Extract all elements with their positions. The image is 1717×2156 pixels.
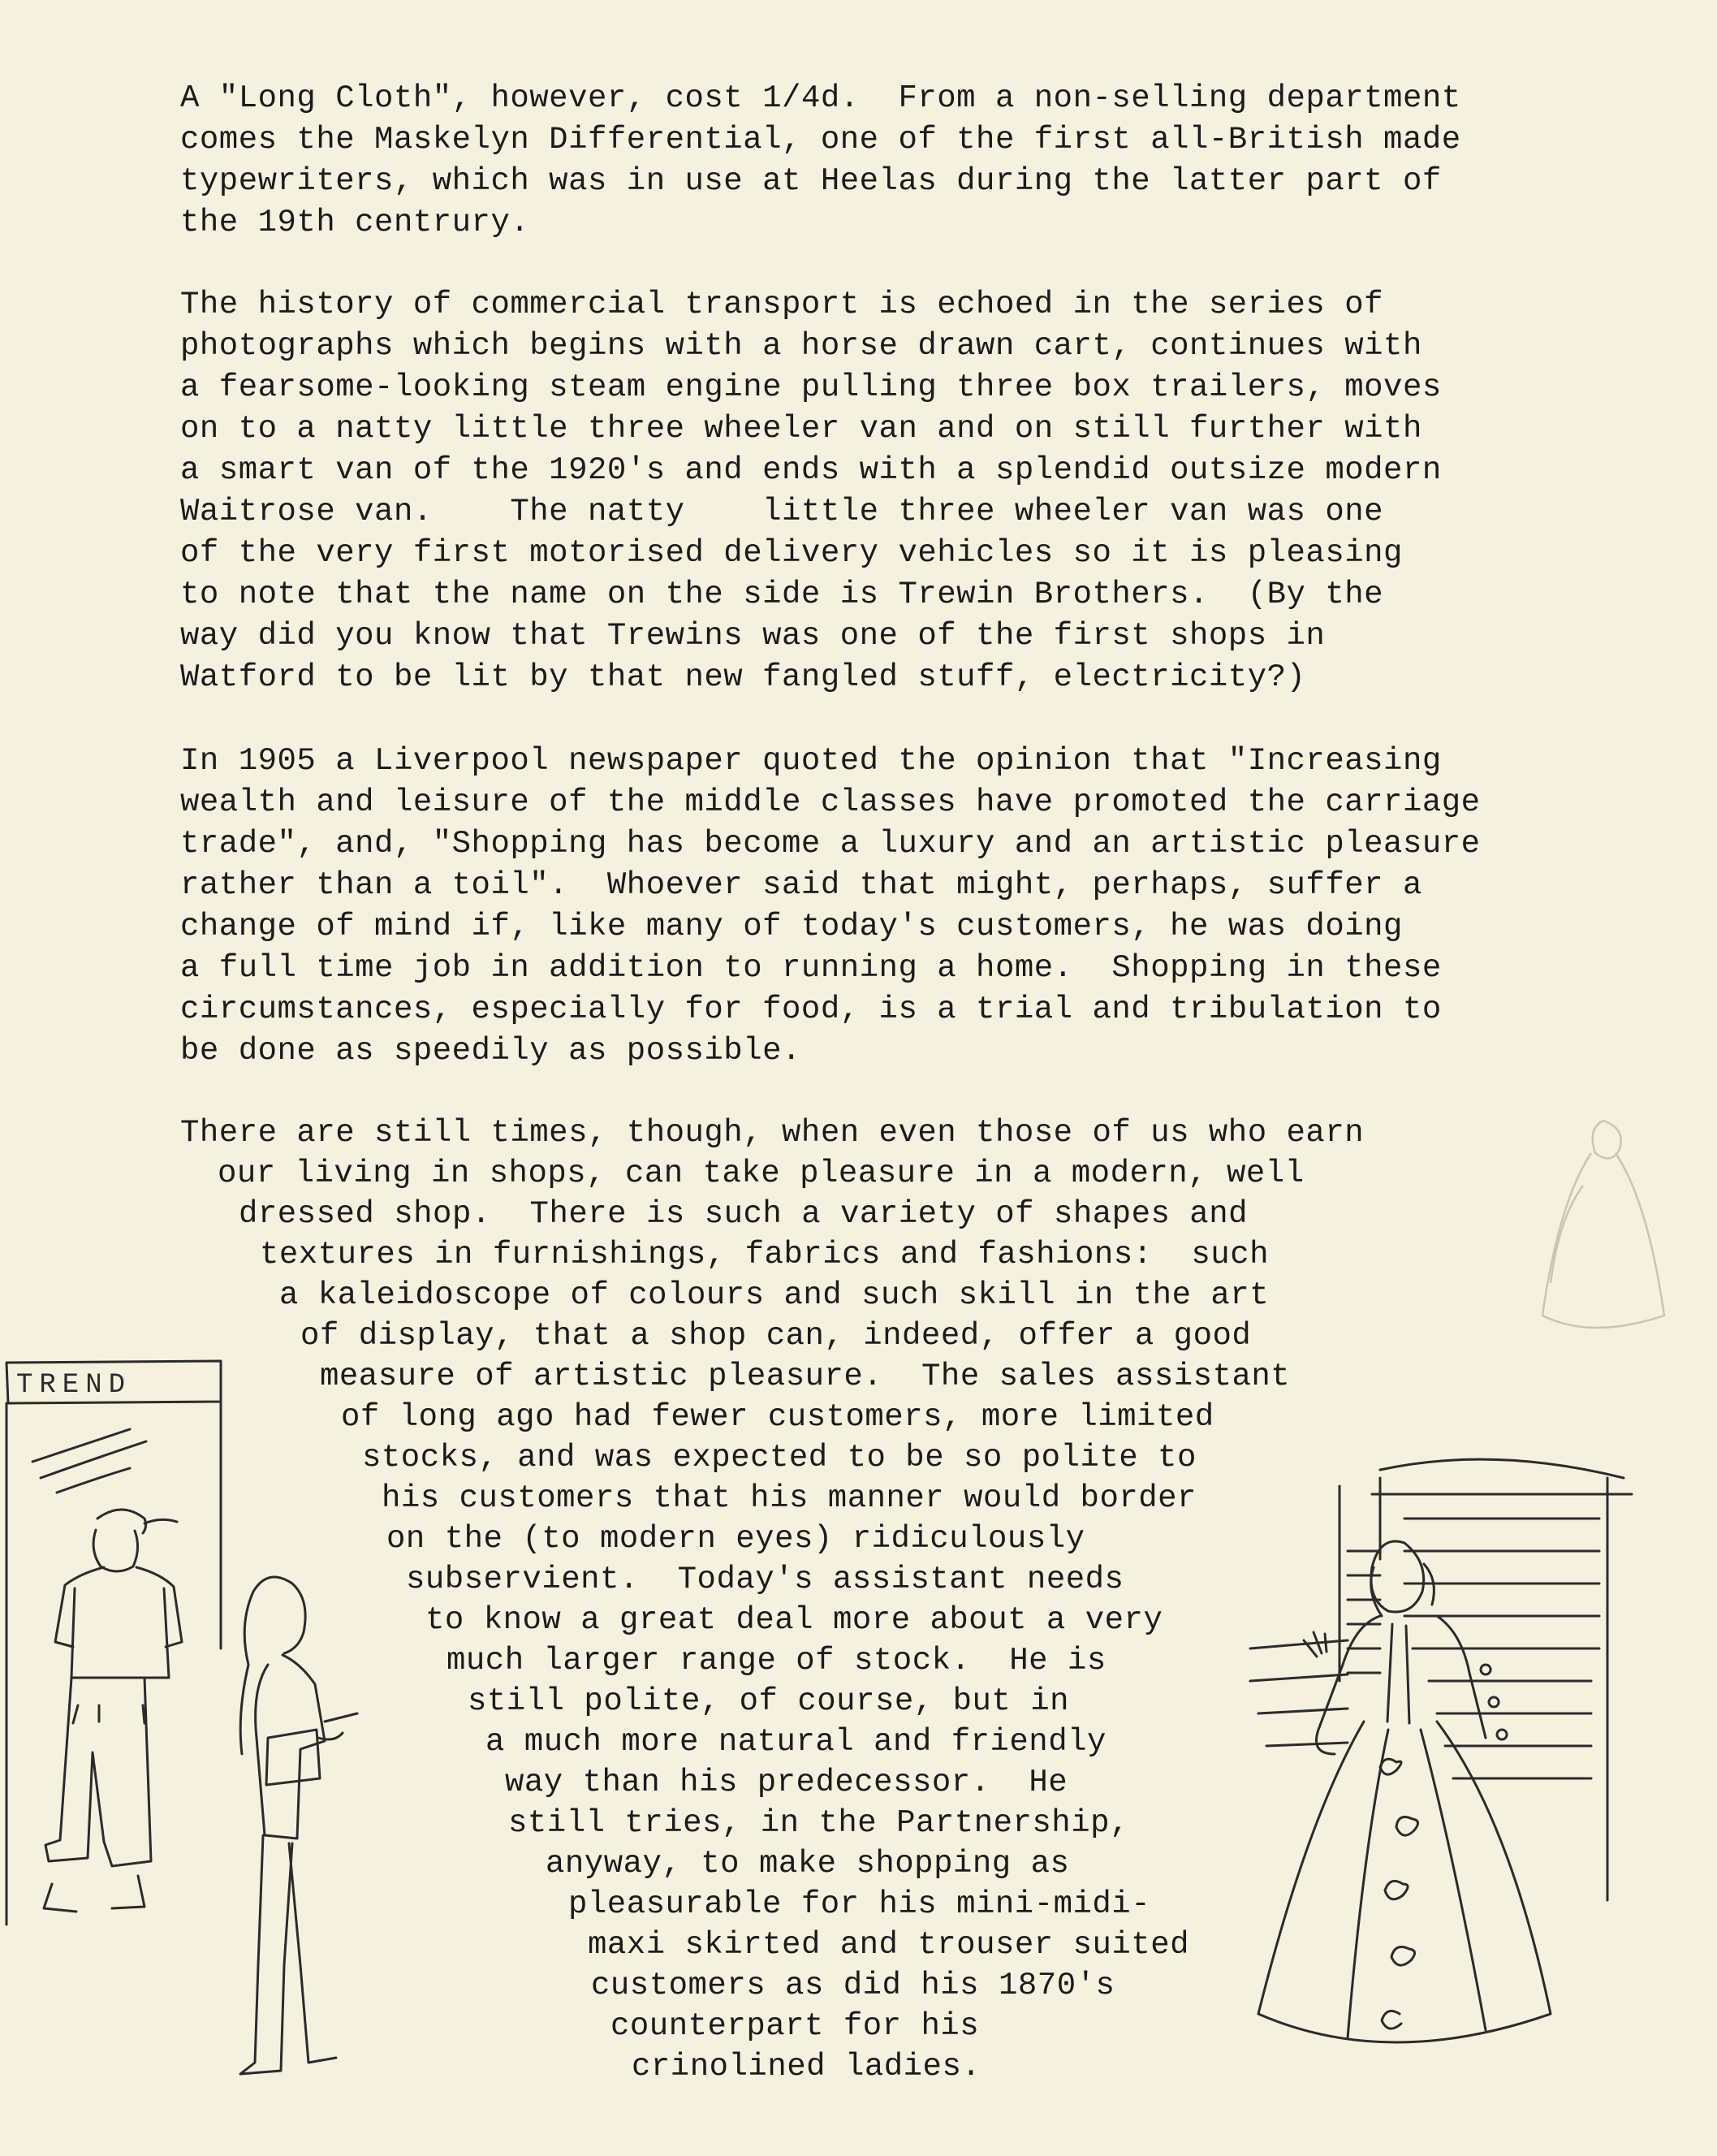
text-line: subservient. Today's assistant needs bbox=[406, 1562, 1124, 1597]
text-line: to note that the name on the side is Trewin Brothers. (By the bbox=[180, 577, 1384, 612]
illustration-crinoline-lady bbox=[1218, 1454, 1640, 2087]
text-line: The history of commercial transport is echoed in the series of bbox=[180, 287, 1384, 322]
text-line: a smart van of the 1920's and ends with a splendid outsize modern bbox=[180, 452, 1442, 488]
text-line: his customers that his manner would border bbox=[382, 1480, 1197, 1516]
text-line: pleasurable for his mini-midi- bbox=[568, 1886, 1151, 1922]
text-line: the 19th centrury. bbox=[180, 205, 530, 240]
text-line: textures in furnishings, fabrics and fashions: such bbox=[260, 1237, 1269, 1272]
shop-sign-text: TREND bbox=[16, 1370, 132, 1401]
text-line: dressed shop. There is such a variety of shapes and bbox=[239, 1196, 1248, 1232]
text-line: counterpart for his bbox=[610, 2008, 980, 2044]
text-line: anyway, to make shopping as bbox=[546, 1846, 1070, 1882]
text-line: still tries, in the Partnership, bbox=[508, 1805, 1129, 1841]
text-line: a fearsome-looking steam engine pulling three box trailers, moves bbox=[180, 369, 1442, 405]
text-line: rather than a toil". Whoever said that might, perhaps, suffer a bbox=[180, 867, 1422, 903]
text-line: much larger range of stock. He is bbox=[447, 1643, 1107, 1679]
text-line: of long ago had fewer customers, more limited bbox=[341, 1399, 1214, 1435]
text-line: our living in shops, can take pleasure in a modern, well bbox=[218, 1156, 1305, 1191]
text-line: a kaleidoscope of colours and such skill in the art bbox=[279, 1277, 1270, 1313]
text-line: circumstances, especially for food, is a trial and tribulation to bbox=[180, 992, 1442, 1027]
text-line: comes the Maskelyn Differential, one of the first all-British made bbox=[180, 122, 1461, 158]
text-line: still polite, of course, but in bbox=[468, 1683, 1070, 1719]
text-line: way did you know that Trewins was one of the first shops in bbox=[180, 618, 1326, 654]
text-line: There are still times, though, when even those of us who earn bbox=[180, 1115, 1365, 1151]
text-line: Waitrose van. The natty little three wheeler van was one bbox=[180, 494, 1384, 529]
text-line: Watford to be lit by that new fangled stuff, electricity?) bbox=[180, 659, 1306, 695]
text-line: maxi skirted and trouser suited bbox=[588, 1927, 1190, 1963]
text-line: A "Long Cloth", however, cost 1/4d. From a non-selling department bbox=[180, 80, 1461, 116]
text-line: In 1905 a Liverpool newspaper quoted the opinion that "Increasing bbox=[180, 743, 1442, 779]
show-through-sketch bbox=[1526, 1088, 1689, 1356]
text-line: trade", and, "Shopping has become a luxury and an artistic pleasure bbox=[180, 826, 1481, 862]
text-line: wealth and leisure of the middle classes have promoted the carriage bbox=[180, 784, 1481, 820]
text-line: change of mind if, like many of today's customers, he was doing bbox=[180, 909, 1403, 944]
text-line: be done as speedily as possible. bbox=[180, 1033, 801, 1069]
text-line: a much more natural and friendly bbox=[485, 1724, 1107, 1760]
text-line: crinolined ladies. bbox=[632, 2049, 981, 2085]
text-line: to know a great deal more about a very bbox=[425, 1602, 1163, 1638]
text-line: a full time job in addition to running a home. Shopping in these bbox=[180, 950, 1442, 986]
text-line: on to a natty little three wheeler van and on still further with bbox=[180, 411, 1422, 447]
text-line: of display, that a shop can, indeed, offer a good bbox=[300, 1318, 1252, 1354]
illustration-modern-shoppers bbox=[0, 1356, 373, 2103]
text-line: stocks, and was expected to be so polite to bbox=[362, 1440, 1197, 1475]
text-line: photographs which begins with a horse drawn cart, continues with bbox=[180, 328, 1422, 364]
text-line: on the (to modern eyes) ridiculously bbox=[386, 1521, 1085, 1557]
text-line: of the very first motorised delivery vehicles so it is pleasing bbox=[180, 535, 1403, 571]
text-line: customers as did his 1870's bbox=[591, 1968, 1115, 2003]
text-line: measure of artistic pleasure. The sales assistant bbox=[320, 1359, 1291, 1394]
text-line: typewriters, which was in use at Heelas during the latter part of bbox=[180, 163, 1442, 199]
text-line: way than his predecessor. He bbox=[505, 1765, 1068, 1800]
